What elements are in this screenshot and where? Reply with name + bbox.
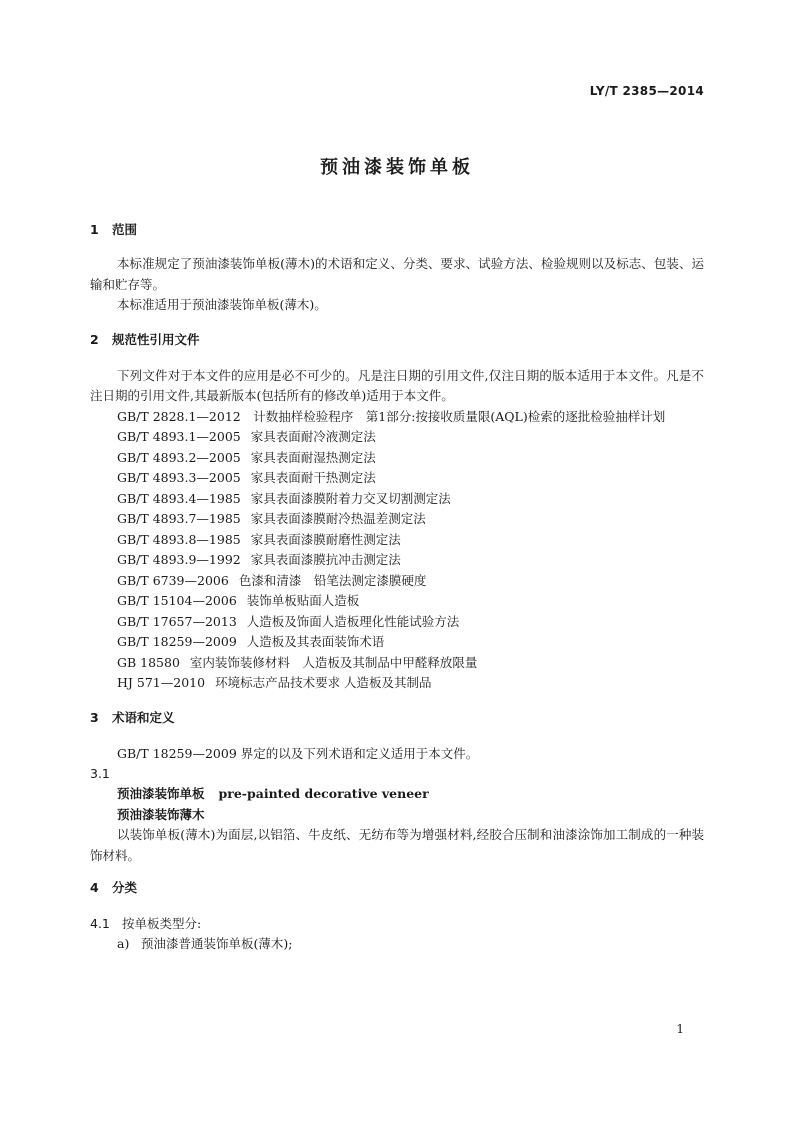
reference-item [90, 448, 704, 469]
reference-list [90, 427, 704, 694]
reference-title: 人造板及饰面人造板理化性能试验方法 [246, 613, 460, 629]
section-title: 范围 [112, 222, 138, 237]
reference-title: 家具表面漆膜耐磨性测定法 [250, 531, 401, 547]
reference-item [90, 530, 704, 551]
reference-item [90, 468, 704, 489]
section-title: 术语和定义 [112, 709, 175, 725]
reference-code: HJ 571—2010 [117, 675, 206, 690]
section-title: 分类 [112, 880, 138, 895]
reference-title: 家具表面漆膜抗冲击测定法 [250, 552, 401, 567]
reference-item [90, 571, 704, 592]
terms-intro: GB/T 18259—2009 界定的以及下列术语和定义适用于本文件。 [117, 745, 479, 761]
reference-code: GB/T 4893.3—2005 [117, 470, 241, 485]
reference-title: 家具表面耐湿热测定法 [250, 449, 376, 465]
term-definition: 以装饰单板(薄木)为面层,以铝箔、牛皮纸、无纺布等为增强材料,经胶合压制和油漆涂饰加工制成的一种装饰材料。 [90, 827, 704, 863]
reference-item [90, 673, 704, 694]
reference-code: GB 18580 [117, 654, 180, 670]
standard-code: LY/T 2385—2014 [589, 84, 704, 98]
reference-item [90, 550, 704, 571]
section-number: 2 [90, 331, 99, 347]
reference-item [90, 489, 704, 510]
reference-item [90, 427, 704, 448]
reference-title: 室内装饰装修材料 人造板及其制品中甲醛释放限量 [189, 654, 478, 670]
reference-item [90, 509, 704, 530]
clause-text: 按单板类型分: [122, 916, 202, 931]
section-number: 4 [90, 880, 99, 895]
list-item-label: a) [117, 936, 130, 951]
term-name [90, 784, 704, 805]
reference-item: GB/T 2828.1—2012 计数抽样检验程序 第1部分:按接收质量限(AQL)检索的逐批检验抽样计划 [117, 408, 666, 424]
reference-code: GB/T 4893.4—1985 [117, 490, 241, 506]
reference-code: GB/T 18259—2009 [117, 634, 237, 649]
reference-title: 家具表面耐干热测定法 [250, 470, 376, 485]
reference-title: 装饰单板贴面人造板 [246, 593, 360, 608]
scope-paragraph: 本标准适用于预油漆装饰单板(薄木)。 [117, 297, 327, 312]
classification-clause [90, 914, 704, 934]
reference-code: GB/T 15104—2006 [117, 593, 237, 608]
list-item-text: 预油漆普通装饰单板(薄木); [141, 936, 293, 951]
reference-code: GB/T 4893.9—1992 [117, 552, 241, 567]
reference-code: GB/T 4893.8—1985 [117, 531, 241, 547]
reference-title: 色漆和清漆 铅笔法测定漆膜硬度 [238, 572, 427, 588]
reference-code: GB/T 6739—2006 [117, 572, 229, 588]
reference-title: 家具表面漆膜耐冷热温差测定法 [250, 511, 426, 526]
section-number: 1 [90, 222, 99, 237]
term-name-en: pre-painted decorative veneer [218, 786, 429, 801]
references-intro: 下列文件对于本文件的应用是必不可少的。凡是注日期的引用文件,仅注日期的版本适用于本文件。凡是不注日期的引用文件,其最新版本(包括所有的修改单)适用于本文件。 [90, 367, 704, 403]
reference-code: GB/T 17657—2013 [117, 613, 237, 629]
reference-title: 人造板及其表面装饰术语 [246, 634, 385, 649]
term-synonym: 预油漆装饰薄木 [117, 806, 205, 822]
section-heading-scope [90, 220, 704, 240]
section-heading-classification [90, 878, 704, 898]
term-entry-number: 3.1 [90, 766, 110, 781]
section-number: 3 [90, 709, 99, 725]
reference-code: GB/T 4893.1—2005 [117, 429, 241, 444]
reference-item [90, 612, 704, 633]
section-title: 规范性引用文件 [112, 331, 200, 347]
reference-code: GB/T 4893.7—1985 [117, 511, 241, 526]
term-name-cn: 预油漆装饰单板 [117, 786, 205, 801]
reference-title: 环境标志产品技术要求 人造板及其制品 [215, 675, 432, 690]
list-item [90, 934, 704, 955]
section-heading-terms [90, 708, 704, 728]
document-title: 预油漆装饰单板 [320, 157, 474, 178]
reference-code: GB/T 4893.2—2005 [117, 449, 241, 465]
clause-number: 4.1 [90, 916, 110, 931]
reference-item [90, 653, 704, 674]
reference-title: 家具表面漆膜附着力交叉切割测定法 [250, 490, 451, 506]
scope-paragraph: 本标准规定了预油漆装饰单板(薄木)的术语和定义、分类、要求、试验方法、检验规则以及标志、包装、运输和贮存等。 [90, 256, 704, 292]
reference-title: 家具表面耐冷液测定法 [250, 429, 376, 444]
section-heading-normative-references [90, 330, 704, 350]
reference-item [90, 591, 704, 612]
page-number: 1 [676, 1022, 684, 1036]
reference-item [90, 632, 704, 653]
document-body [90, 220, 704, 955]
